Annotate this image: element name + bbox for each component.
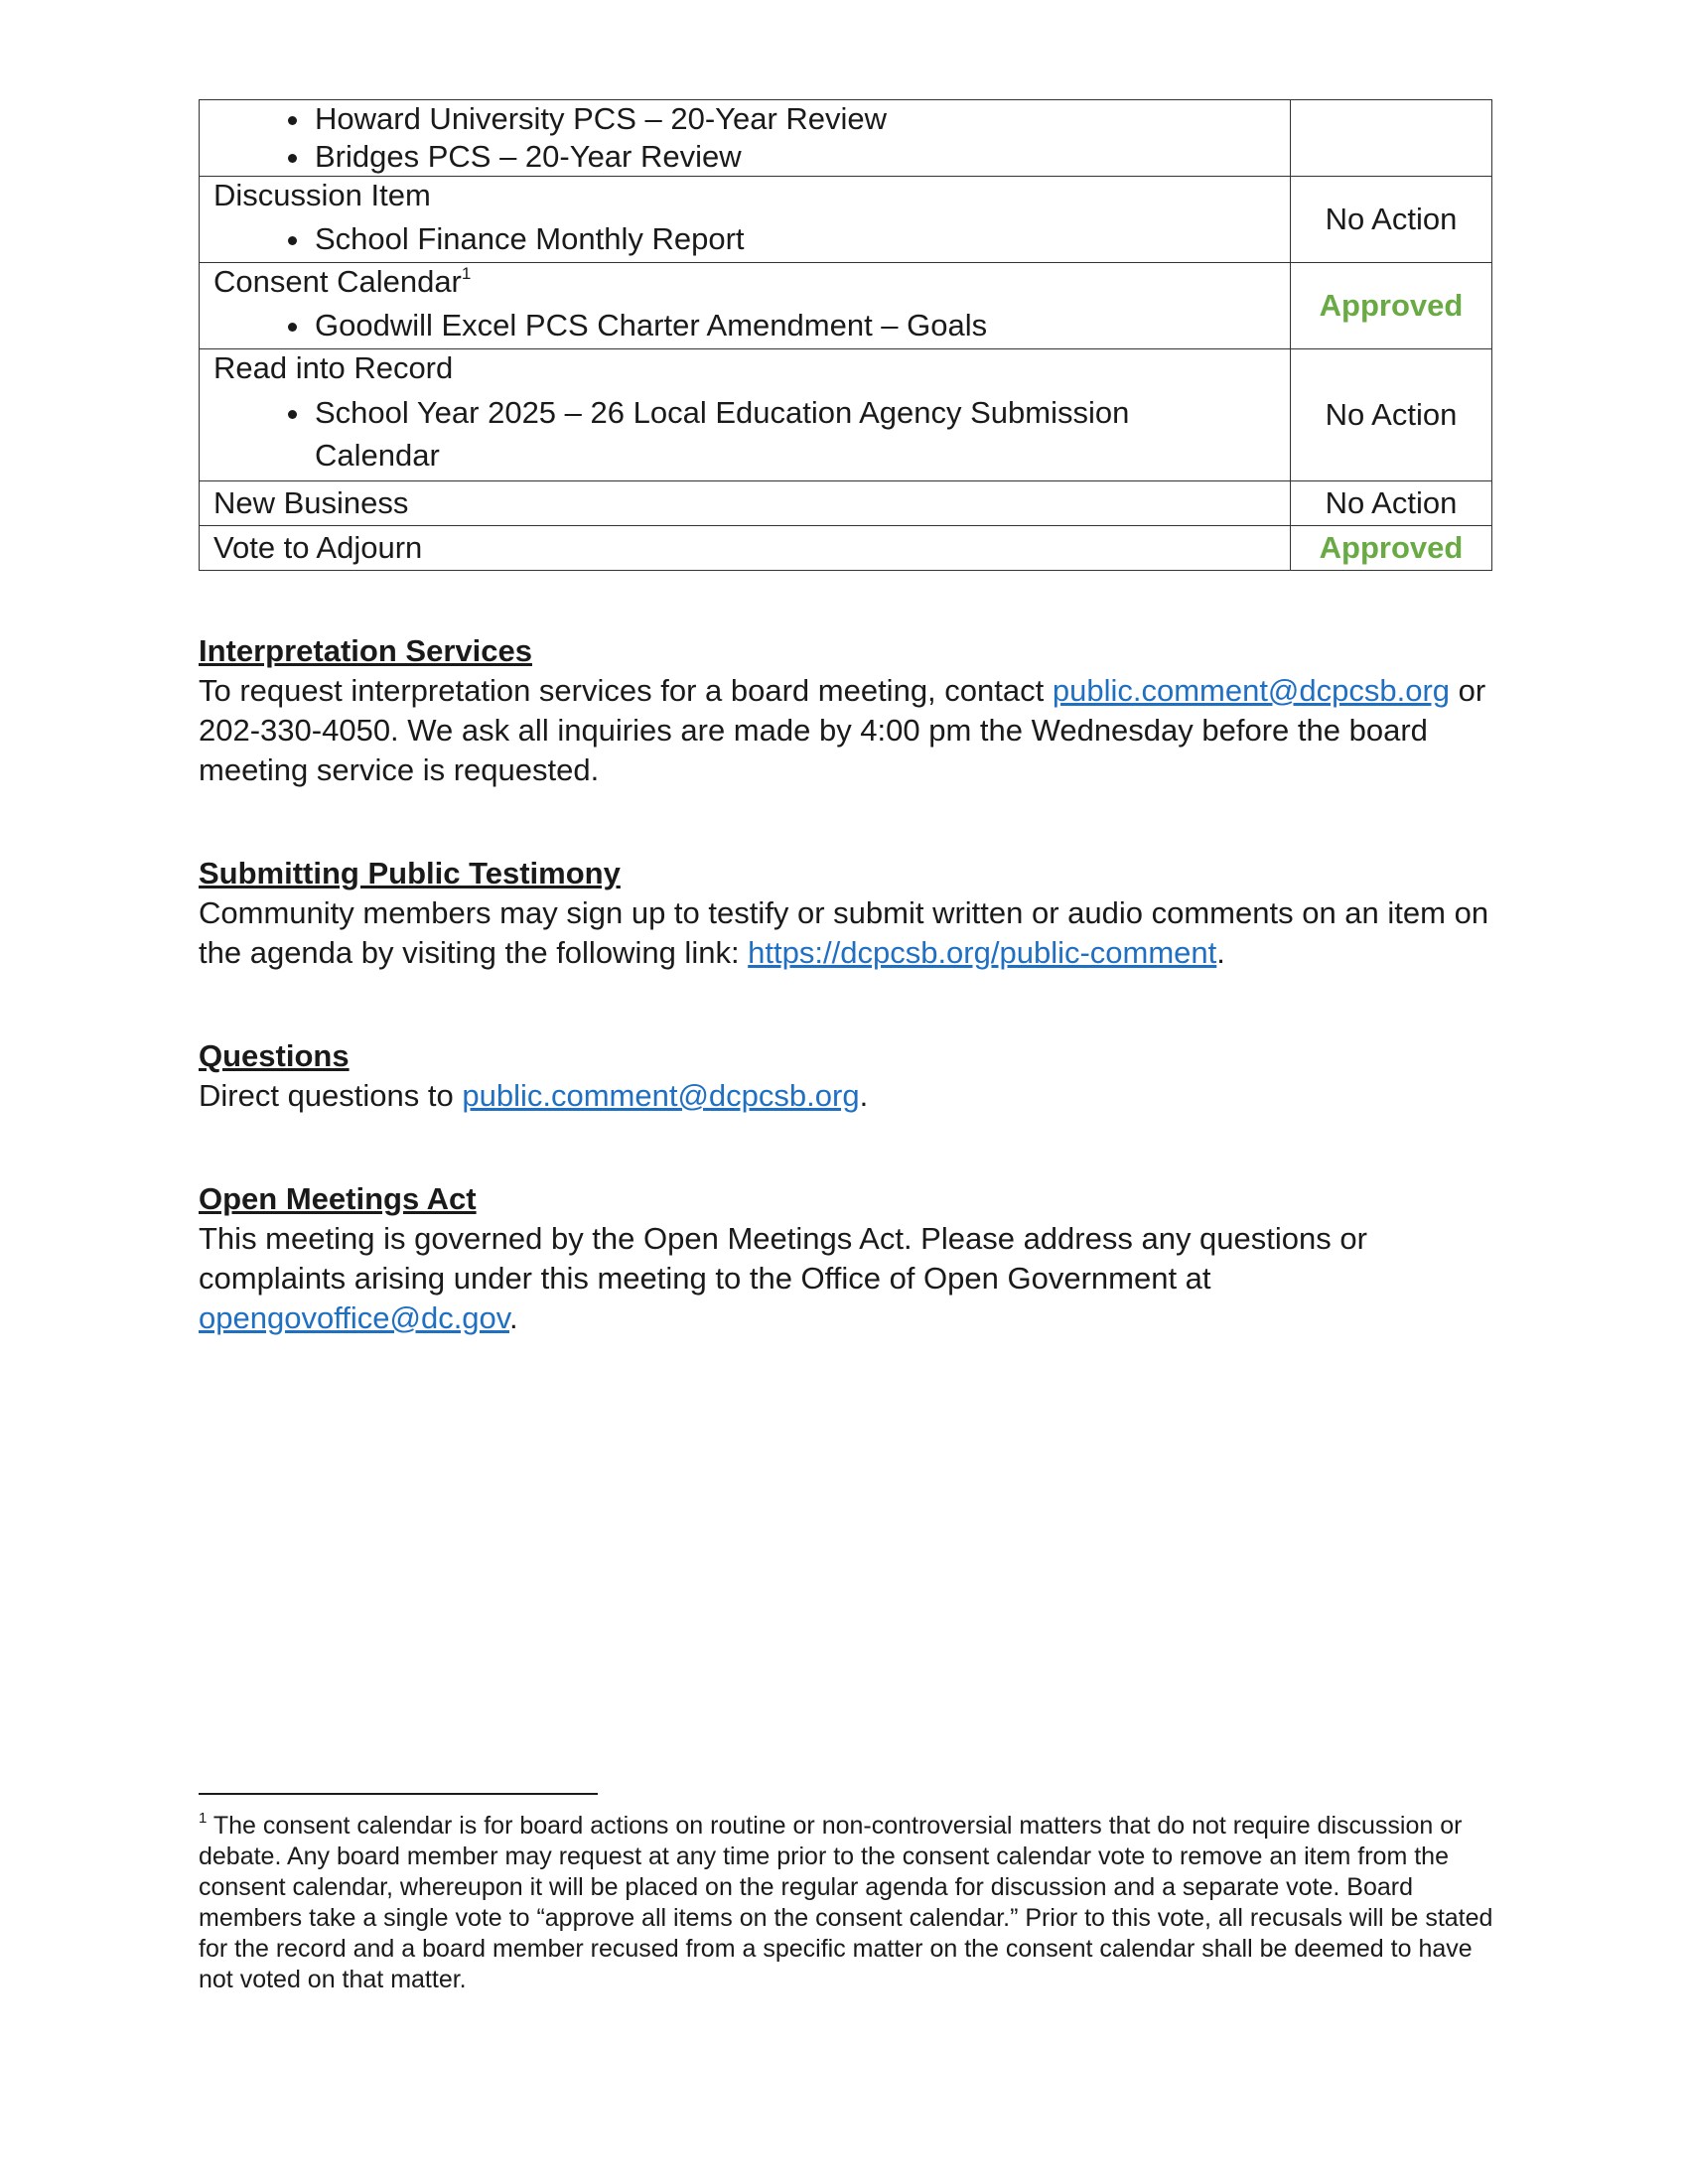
agenda-bullet: • School Finance Monthly Report [313,220,1276,258]
footnote [199,1811,1499,1995]
agenda-row [200,100,1492,177]
section-heading: Open Meetings Act [199,1181,477,1216]
agenda-status: Approved [1291,263,1492,349]
footnote-separator [199,1793,598,1795]
section-body [199,1219,1499,1338]
agenda-bullet: • Goodwill Excel PCS Charter Amendment – Goals [313,307,1276,344]
section-body [199,893,1499,973]
questions-section [199,1036,1499,1116]
agenda-status: No Action [1291,349,1492,481]
agenda-table [199,99,1492,571]
body-text: Direct questions to [199,1078,463,1113]
email-link[interactable]: public.comment@dcpcsb.org [1052,673,1451,708]
body-text: . [859,1078,869,1113]
agenda-item-label-wrap [213,263,1276,301]
agenda-item-cell [200,481,1291,526]
body-text: or 202-330-4050. We ask all inquiries are made by 4:00 pm the Wednesday before the board meeting service is requested. [199,673,1486,787]
agenda-item-label: Discussion Item [213,178,431,212]
body-text: To request interpretation services for a board meeting, contact [199,673,1053,708]
body-text: . [508,1300,518,1335]
body-text: This meeting is governed by the Open Meetings Act. Please address any questions or complaints arising under this meeting to the Office of Open Government at [199,1221,1367,1296]
agenda-item-cell [200,526,1291,571]
section-body [199,671,1499,790]
footnote-marker: 1 [199,1809,208,1827]
testimony-section [199,854,1499,973]
agenda-item-cell [200,177,1291,263]
agenda-item-cell [200,100,1291,177]
footnote-text: The consent calendar is for board actions on routine or non-controversial matters that do not require discussion or debate. Any board member may request at any time prior to the consent calendar vote to remove an item from the consent calendar, whereupon it will be placed on the regular agenda for discussion and a separate vote. Board members take a single vote to “approve all items on the consent calendar.” Prior to this vote, all recusals will be stated for the record and a board member recused from a specific matter on the consent calendar shall be deemed to have not voted on that matter. [199,1812,1493,1993]
body-text: Community members may sign up to testify or submit written or audio comments on an item on the agenda by visiting the following link: [199,895,1489,970]
agenda-row [200,349,1492,481]
agenda-item-label: Vote to Adjourn [213,530,423,565]
info-sections [199,631,1499,1402]
agenda-item-label: Read into Record [213,350,454,385]
agenda-bullet-list [213,220,1276,258]
section-heading: Interpretation Services [199,633,532,668]
open-meetings-section [199,1179,1499,1338]
agenda-bullet-list [213,307,1276,344]
agenda-row [200,526,1492,571]
agenda-item-cell [200,349,1291,481]
agenda-bullet: • Bridges PCS – 20-Year Review [313,138,1276,176]
agenda-bullet-list [213,100,1276,176]
agenda-status-cell [1291,100,1492,177]
footnote-ref[interactable]: 1 [461,263,472,283]
agenda-bullet: • School Year 2025 – 26 Local Education Agency Submission Calendar [313,391,1216,477]
body-text: . [1216,935,1225,970]
agenda-status: No Action [1291,177,1492,263]
agenda-row [200,481,1492,526]
section-heading: Questions [199,1038,350,1073]
agenda-row [200,263,1492,349]
email-link[interactable]: public.comment@dcpcsb.org [462,1078,860,1113]
agenda-item-label: Consent Calendar [213,264,462,299]
agenda-bullet-list [213,391,1276,477]
public-comment-link[interactable]: https://dcpcsb.org/public-comment [748,935,1217,970]
agenda-bullet: • Howard University PCS – 20-Year Review [313,100,1276,138]
agenda-row [200,177,1492,263]
interpretation-section [199,631,1499,790]
section-body [199,1076,1499,1116]
agenda-status: No Action [1291,481,1492,526]
agenda-item-label: New Business [213,485,409,520]
section-heading: Submitting Public Testimony [199,856,621,890]
agenda-status: Approved [1291,526,1492,571]
agenda-item-cell [200,263,1291,349]
email-link[interactable]: opengovoffice@dc.gov [199,1300,509,1335]
